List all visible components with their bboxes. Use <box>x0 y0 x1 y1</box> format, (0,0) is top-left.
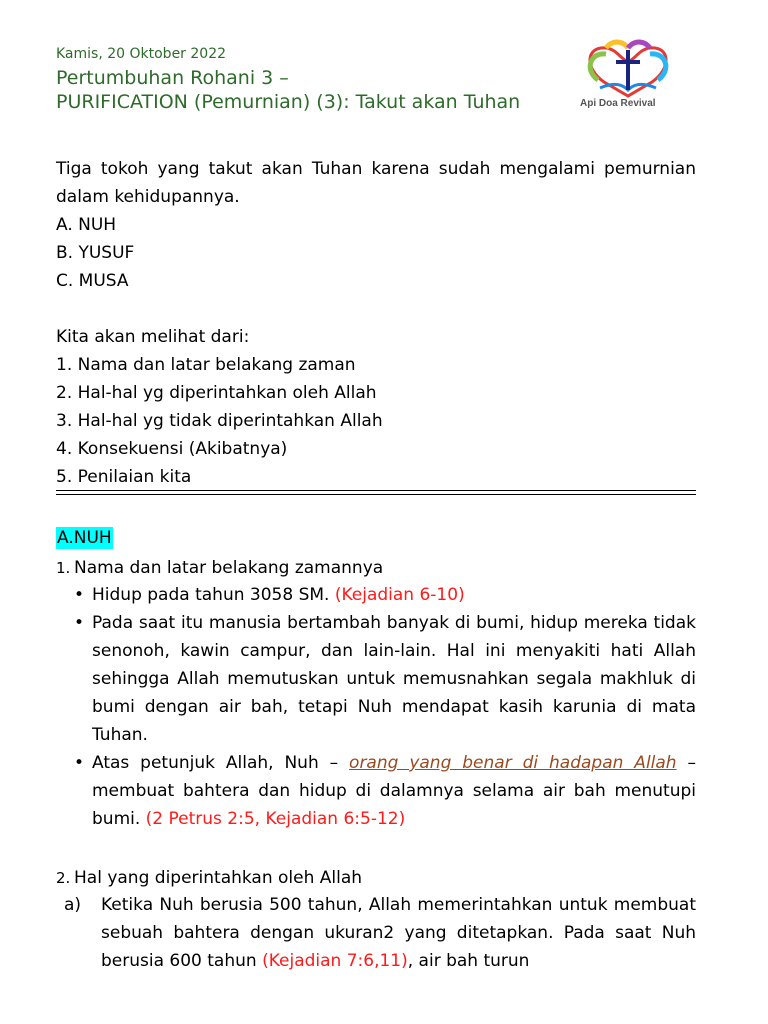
bullet-1-text: Hidup pada tahun 3058 SM. <box>92 585 335 605</box>
api-doa-revival-logo <box>576 38 680 114</box>
subheading-2-title: Hal yang diperintahkan oleh Allah <box>74 868 363 888</box>
section-heading-nuh: A.NUH <box>57 528 112 548</box>
intro-paragraph: Tiga tokoh yang takut akan Tuhan karena sudah mengalami pemurnian dalam kehidupannya. <box>56 159 696 207</box>
title-line-1: Pertumbuhan Rohani 3 – <box>56 67 289 89</box>
subheading-1-title: Nama dan latar belakang zamannya <box>74 558 384 578</box>
bullet-3-text-pre: Atas petunjuk Allah, Nuh – <box>92 753 350 773</box>
divider-bottom <box>56 494 696 495</box>
logo-mark-icon <box>576 38 680 100</box>
intro-item-b: B. YUSUF <box>56 243 135 263</box>
bullet-dot-icon: • <box>74 613 85 633</box>
bullet-3-reference: (2 Petrus 2:5, Kejadian 6:5-12) <box>145 809 406 829</box>
title-line-2: PURIFICATION (Pemurnian) (3): Takut akan Tuhan <box>56 91 521 113</box>
bullet-1-reference: (Kejadian 6-10) <box>334 585 465 605</box>
subheading-2-number: 2. <box>56 869 71 887</box>
intro-item-c: C. MUSA <box>56 271 129 291</box>
lettered-item-a-reference: (Kejadian 7:6,11) <box>262 951 408 971</box>
bullet-item-3 <box>72 749 696 833</box>
lettered-item-a-text: Ketika Nuh berusia 500 tahun, Allah memerintahkan untuk membuat sebuah bahtera dengan ukuran2 yang ditetapkan. Pada saat Nuh berusia 600 tahun <box>101 895 696 971</box>
outline-item-5: 5. Penilaian kita <box>56 467 192 487</box>
lettered-list <box>64 891 696 975</box>
subheading-1 <box>56 557 383 579</box>
bullet-item-1 <box>72 581 696 609</box>
bullet-dot-icon: • <box>74 753 85 773</box>
intro-item-a: A. NUH <box>56 215 117 235</box>
outline-lead: Kita akan melihat dari: <box>56 327 250 347</box>
bullet-3-text-post: – membuat bahtera dan hidup di dalamnya selama air bah menutupi bumi. <box>92 753 696 829</box>
divider-top <box>56 490 696 491</box>
lettered-item-a <box>64 891 696 975</box>
outline-item-4: 4. Konsekuensi (Akibatnya) <box>56 439 288 459</box>
subheading-2 <box>56 867 362 889</box>
date-line: Kamis, 20 Oktober 2022 <box>56 46 227 62</box>
lettered-item-a-marker: a) <box>64 895 82 915</box>
subheading-1-number: 1. <box>56 559 71 577</box>
bullet-item-2 <box>72 609 696 749</box>
righteous-man-link[interactable]: orang yang benar di hadapan Allah <box>349 753 677 773</box>
lettered-item-a-text-post: , air bah turun <box>407 951 530 971</box>
bullet-list-1 <box>72 581 696 833</box>
outline-item-2: 2. Hal-hal yg diperintahkan oleh Allah <box>56 383 377 403</box>
bullet-dot-icon: • <box>74 585 85 605</box>
logo-text: Api Doa Revival <box>580 98 656 109</box>
outline-item-3: 3. Hal-hal yg tidak diperintahkan Allah <box>56 411 383 431</box>
bullet-2-text: Pada saat itu manusia bertambah banyak di bumi, hidup mereka tidak senonoh, kawin campur, dan lain-lain. Hal ini menyakiti hati Allah sehingga Allah memutuskan untuk memusnahkan segala makhluk di bumi dengan air bah, tetapi Nuh mendapat kasih karunia di mata Tuhan. <box>92 613 696 745</box>
outline-item-1: 1. Nama dan latar belakang zaman <box>56 355 356 375</box>
